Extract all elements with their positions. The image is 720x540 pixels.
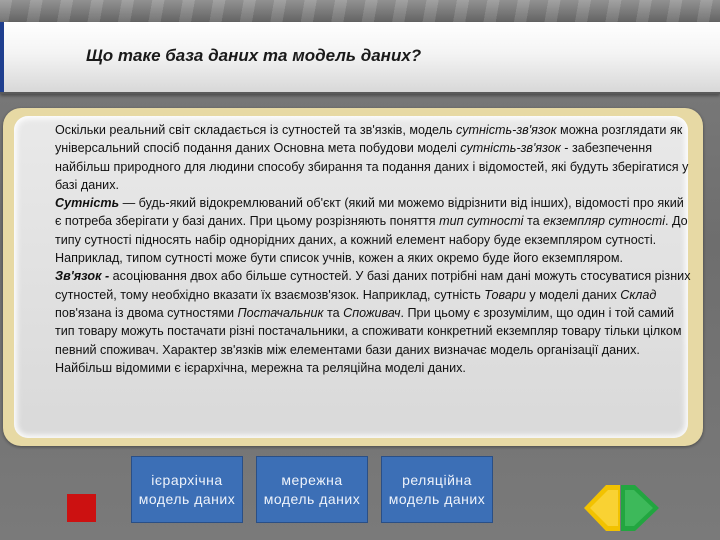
term-consumer: Споживач xyxy=(343,305,401,320)
text-run: . При цьому є зрозумілим, що один і той самий тип товару можуть постачати різні постачальники, а споживати конкретний екземпляр товару тільки цілком певний споживач. Характер зв'язків між елементами бази даних визначає модель організації даних. Найбільш відомими є ієрархічна, мережна та реляційна моделі даних. xyxy=(55,305,682,375)
arrow-left-icon[interactable] xyxy=(582,483,622,533)
text-run: - забезпечення найбільш природного для людини способу збирання та подання даних і відомостей, які будуть зберігатися у базі даних. xyxy=(55,141,689,192)
text-run: . До типу сутності підносять набір однорідних даних, а кожний елемент набору буде екземпляром сутності. Наприклад, типом сутності може бути список учнів, кожен а яких окремо буде його екземпляром. xyxy=(55,214,688,266)
network-model-button[interactable] xyxy=(256,456,368,523)
text-run: — будь-який відокремлюваний об'єкт (який ми можемо відрізнити від інших), відомості про який є потреба зберігати у базі даних. При цьому розрізняють поняття xyxy=(55,196,684,229)
term-entity-relationship: сутність-зв'язок xyxy=(456,123,557,137)
term-entity: Сутність xyxy=(55,196,120,211)
text-run: пов'язана із двома сутностями xyxy=(55,305,238,320)
hierarchical-model-label: ієрархічна модель даних xyxy=(138,471,236,507)
arrow-right-icon[interactable] xyxy=(617,483,661,533)
body-text xyxy=(25,121,693,377)
text-run: та xyxy=(523,214,544,229)
term-supplier: Постачальник xyxy=(237,305,324,320)
term-entity-type: тип сутності xyxy=(439,214,524,229)
hierarchical-model-button[interactable] xyxy=(131,456,243,523)
text-run: Оскільки реальний світ складається із сутностей та зв'язків, модель xyxy=(55,123,457,137)
paragraph-entity-relationship xyxy=(25,121,693,194)
paragraph-entity xyxy=(25,194,693,267)
paragraph-relationship xyxy=(25,267,693,377)
top-decoration xyxy=(0,0,720,22)
page-title: Що таке база даних та модель даних? xyxy=(86,46,422,65)
text-run: можна розглядати як універсальний спосіб подання даних Основна мета побудови моделі xyxy=(55,123,683,156)
term-relationship: Зв'язок - xyxy=(55,269,110,284)
term-goods: Товари xyxy=(484,287,526,302)
term-entity-instance: екземпляр сутності xyxy=(543,214,666,229)
text-run: та xyxy=(323,305,344,320)
relational-model-label: реляційна модель даних xyxy=(388,471,486,507)
term-entity-relationship: сутність-зв'язок xyxy=(460,141,561,156)
term-warehouse: Склад xyxy=(620,287,657,302)
stop-square[interactable] xyxy=(67,494,96,522)
text-run: асоціювання двох або більше сутностей. У базі даних потрібні нам дані можуть стосуватися різних сутностей, тому необхідно вказати їх взаємозв'язок. Наприклад, сутність xyxy=(55,269,691,302)
relational-model-button[interactable] xyxy=(381,456,493,523)
network-model-label: мережна модель даних xyxy=(263,471,361,507)
text-run: у моделі даних xyxy=(525,287,621,302)
title-bar-accent xyxy=(0,22,4,92)
